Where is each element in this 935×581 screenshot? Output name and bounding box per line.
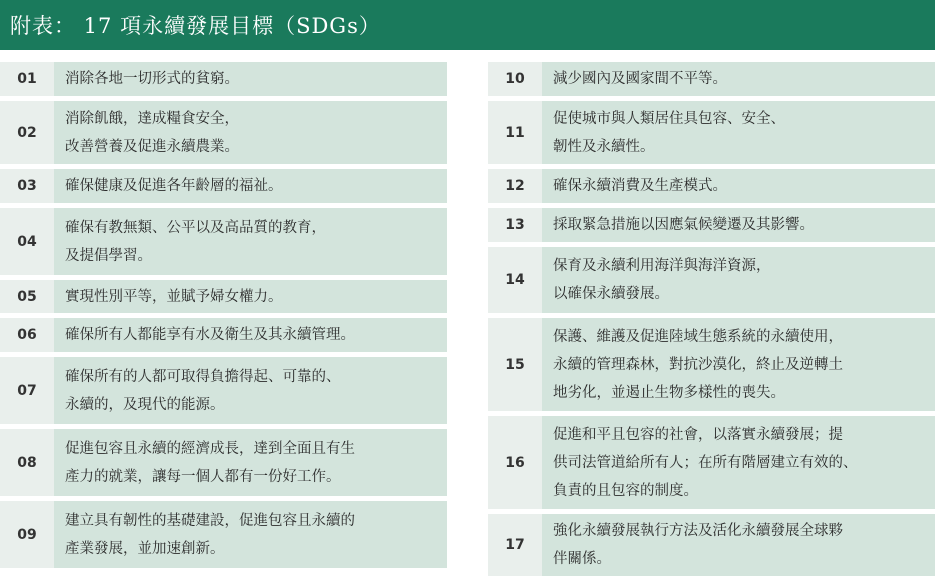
goal-row [488,62,935,96]
goal-description: 消除各地一切形式的貧窮。 [54,62,447,96]
goal-description: 強化永續發展執行方法及活化永續發展全球夥 伴關係。 [542,514,935,576]
goal-row [0,101,447,164]
goal-row [488,514,935,576]
goal-row [0,280,447,313]
goal-number: 04 [0,208,54,275]
goal-number: 17 [488,514,542,576]
goal-row [0,501,447,568]
goal-row [0,357,447,424]
goal-number: 08 [0,429,54,496]
goal-description: 消除飢餓，達成糧食安全， 改善營養及促進永續農業。 [54,101,447,164]
goal-number: 07 [0,357,54,424]
goal-description: 確保所有人都能享有水及衛生及其永續管理。 [54,318,447,352]
goal-description: 保護、維護及促進陸域生態系統的永續使用， 永續的管理森林，對抗沙漠化，終止及逆轉土 地劣化，並遏止生物多樣性的喪失。 [542,318,935,411]
goal-description: 促進和平且包容的社會，以落實永續發展；提 供司法管道給所有人；在所有階層建立有效的、 負責的且包容的制度。 [542,416,935,509]
goal-row [0,318,447,352]
goal-number: 14 [488,247,542,313]
title-bar [0,0,935,50]
goal-row [488,247,935,313]
goal-description: 促使城市與人類居住具包容、安全、 韌性及永續性。 [542,101,935,164]
goal-number: 11 [488,101,542,164]
goals-column-right [488,62,935,581]
goal-row [488,208,935,242]
goal-description: 建立具有韌性的基礎建設，促進包容且永續的 產業發展，並加速創新。 [54,501,447,568]
goal-number: 02 [0,101,54,164]
goal-number: 06 [0,318,54,352]
goal-description: 確保永續消費及生產模式。 [542,169,935,203]
goal-row [0,62,447,96]
goal-description: 確保所有的人都可取得負擔得起、可靠的、 永續的，及現代的能源。 [54,357,447,424]
goal-number: 09 [0,501,54,568]
goal-row [0,208,447,275]
goal-description: 保育及永續利用海洋與海洋資源， 以確保永續發展。 [542,247,935,313]
goal-row [0,169,447,203]
goal-number: 05 [0,280,54,313]
goal-row [488,169,935,203]
goal-description: 採取緊急措施以因應氣候變遷及其影響。 [542,208,935,242]
goal-number: 12 [488,169,542,203]
goal-row [488,101,935,164]
goal-number: 03 [0,169,54,203]
goal-description: 減少國內及國家間不平等。 [542,62,935,96]
goal-number: 16 [488,416,542,509]
goal-description: 促進包容且永續的經濟成長，達到全面且有生 產力的就業，讓每一個人都有一份好工作。 [54,429,447,496]
goals-column-left [0,62,447,573]
goal-number: 10 [488,62,542,96]
goal-number: 15 [488,318,542,411]
goal-number: 01 [0,62,54,96]
page-title: 附表： 17 項永續發展目標（SDGs） [10,14,381,38]
goal-row [0,429,447,496]
goal-description: 確保有教無類、公平以及高品質的教育， 及提倡學習。 [54,208,447,275]
goal-description: 確保健康及促進各年齡層的福祉。 [54,169,447,203]
goal-row [488,416,935,509]
goal-number: 13 [488,208,542,242]
goal-row [488,318,935,411]
goal-description: 實現性別平等，並賦予婦女權力。 [54,280,447,313]
